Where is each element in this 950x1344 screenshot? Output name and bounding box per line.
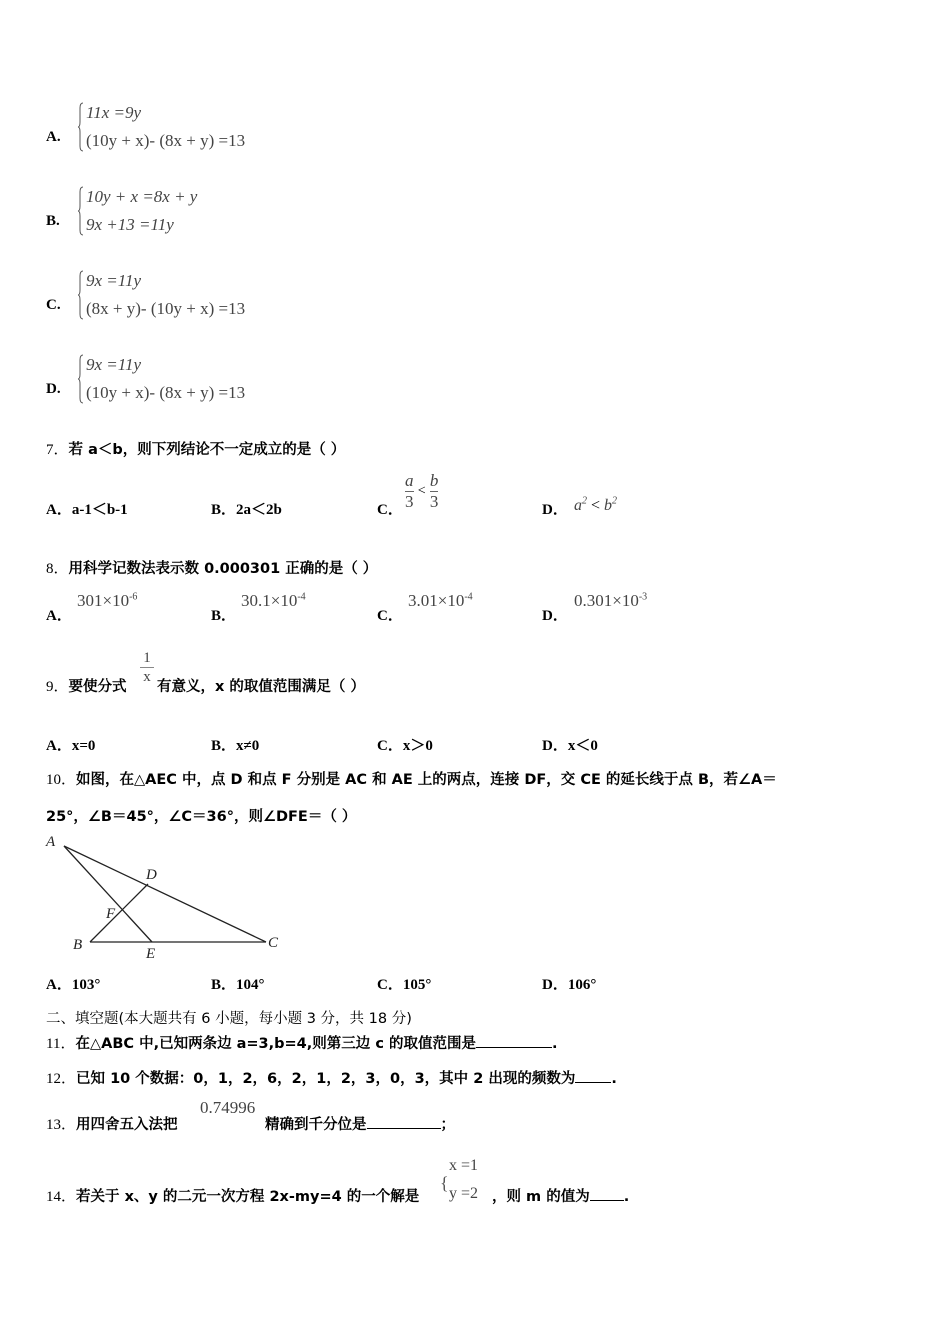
q8-option-a-label: A． (46, 608, 72, 624)
q8-option-a-math: $301\times 10^{-6}$ (77, 591, 138, 610)
q7-number: 7． (46, 442, 69, 458)
brace-icon (78, 186, 84, 236)
q6-option-a-label: A. (46, 129, 61, 145)
q6-option-b-label: B. (46, 213, 60, 229)
q11: 11．在△ABC 中,已知两条边 a=3,b=4,则第三边 c 的取值范围是 . (46, 1032, 558, 1053)
q8-option-b-label: B． (211, 608, 237, 624)
q10-stem-line2: 25°，∠B＝45°，∠C＝36°，则∠DFE＝（ ） (46, 809, 357, 825)
point-b-label: B (73, 937, 83, 953)
q13-end: 精确到千分位是 ； (265, 1113, 455, 1134)
q9-option-b: B．x≠0 (211, 738, 260, 754)
brace-icon (78, 354, 84, 404)
q10-stem-line1: 10．如图，在△AEC 中，点 D 和点 F 分别是 AC 和 AE 上的两点，连接 DF，交 CE 的延长线于点 B，若∠A＝ (46, 772, 777, 788)
q6-option-b-eq2: 9x +13 =11y (86, 215, 174, 234)
point-f-label: F (106, 906, 116, 922)
point-c-label: C (268, 935, 279, 951)
q9-fraction: 1 x (140, 649, 154, 686)
q7-option-a: A．a-1＜b-1 (46, 502, 128, 518)
q12: 12．已知 10 个数据：0，1，2，6，2，1，2，3，0，3，其中 2 出现的频数为 . (46, 1067, 617, 1088)
brace-icon (78, 102, 84, 152)
q10-option-b: B．104° (211, 977, 265, 993)
q10-option-d: D．106° (542, 977, 597, 993)
q8-number: 8． (46, 561, 69, 577)
q6-option-a-eq2: (10y + x)- (8x + y) =13 (86, 131, 246, 150)
q7-option-c-math: $\frac{a}{3}$ < $\frac{b}{3}$ (405, 471, 439, 511)
q14-answer-blank[interactable] (590, 1186, 624, 1201)
q14-start: 14．若关于 x、y 的二元一次方程 2x-my=4 的一个解是 (46, 1189, 420, 1205)
segment-ac (64, 846, 266, 942)
brace-icon: { (440, 1173, 449, 1193)
q6-option-d-label: D. (46, 381, 61, 397)
q10-option-c: C．105° (377, 977, 432, 993)
q9-stem-end: 有意义，x 的取值范围满足（ ） (157, 679, 365, 695)
q6-option-c-eq1: 9x =11y (86, 271, 142, 290)
q9-option-a: A．x=0 (46, 738, 96, 754)
q8-option-c-label: C． (377, 608, 403, 624)
q7-option-c-label: C． (377, 502, 403, 518)
brace-icon (78, 270, 84, 320)
q8-option-d-math: $0.301\times 10^{-3}$ (574, 591, 648, 610)
q13-start: 13．用四舍五入法把 (46, 1117, 178, 1133)
q8-stem (46, 557, 377, 578)
q8-text: 用科学记数法表示数 0.000301 正确的是（ ） (68, 561, 378, 577)
q8-option-b-math: $30.1\times 10^{-4}$ (241, 591, 306, 610)
q7-option-d-math: $a^2 < b^2$ (574, 495, 618, 514)
q12-answer-blank[interactable] (575, 1068, 611, 1083)
q14-eq1: x =1 (449, 1157, 479, 1174)
section-2-title: 二、填空题(本大题共有 6 小题，每小题 3 分，共 18 分) (46, 1011, 412, 1027)
q10-option-a: A．103° (46, 977, 101, 993)
q14-end: ，则 m 的值为 . (492, 1185, 629, 1206)
q6-option-a-eq1: 11x =9y (86, 103, 142, 122)
q14-eq2: y =2 (449, 1185, 479, 1202)
q8-option-c-math: $3.01\times 10^{-4}$ (408, 591, 473, 610)
q10-triangle-figure (40, 830, 290, 965)
point-e-label: E (146, 946, 156, 962)
point-a-label: A (46, 834, 56, 850)
q6-option-d-eq1: 9x =11y (86, 355, 142, 374)
q13-value: 0.74996 (200, 1098, 256, 1117)
q6-option-c-label: C. (46, 297, 61, 313)
point-d-label: D (146, 867, 157, 883)
q9-stem-start: 9．要使分式 (46, 679, 127, 695)
q6-option-d-eq2: (10y + x)- (8x + y) =13 (86, 383, 246, 402)
q7-text: 若 a＜b，则下列结论不一定成立的是（ ） (68, 442, 346, 458)
q9-option-d: D．x＜0 (542, 738, 598, 754)
q13-answer-blank[interactable] (367, 1114, 441, 1129)
segment-bd (90, 884, 148, 942)
q7-option-d-label: D． (542, 502, 568, 518)
q6-option-c-eq2: (8x + y)- (10y + x) =13 (86, 299, 246, 318)
q11-answer-blank[interactable] (476, 1033, 552, 1048)
q9-option-c: C．x＞0 (377, 738, 433, 754)
q7-stem (46, 438, 345, 459)
q7-option-b: B．2a＜2b (211, 502, 282, 518)
q6-option-b-eq1: 10y + x =8x + y (86, 187, 198, 206)
q8-option-d-label: D． (542, 608, 568, 624)
